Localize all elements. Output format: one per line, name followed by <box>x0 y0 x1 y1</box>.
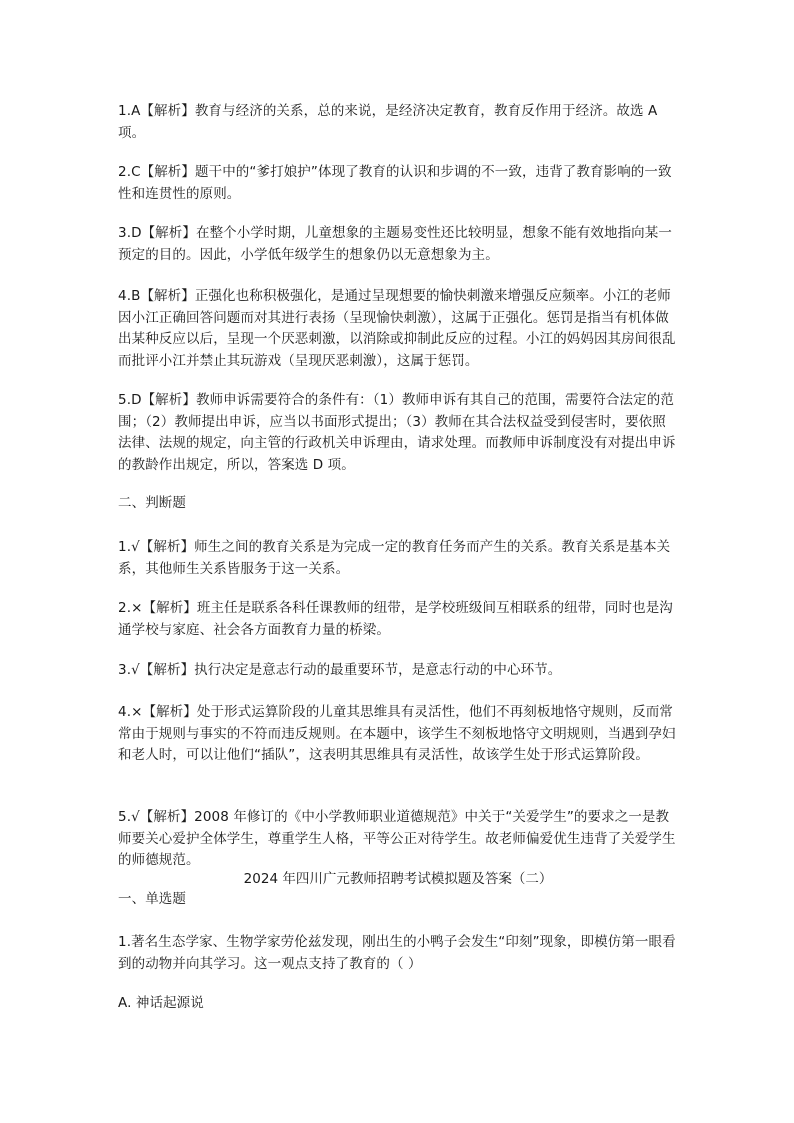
judgement-2: 2.×【解析】班主任是联系各科任课教师的纽带，是学校班级间互相联系的纽带，同时也是沟通学校与家庭、社会各方面教育力量的桥梁。 <box>118 600 673 638</box>
judgement-1: 1.√【解析】师生之间的教育关系是为完成一定的教育任务而产生的关系。教育关系是基本关系，其他师生关系皆服务于这一关系。 <box>118 539 671 577</box>
answer-1: 1.A【解析】教育与经济的关系，总的来说，是经济决定教育，教育反作用于经济。故选 A 项。 <box>118 103 658 141</box>
section-judgement: 二、判断题 <box>118 495 186 511</box>
question-1: 1.著名生态学家、生物学家劳伦兹发现，刚出生的小鸭子会发生“印刻”现象，即模仿第一眼看到的动物并向其学习。这一观点支持了教育的（ ） <box>118 934 676 972</box>
answer-3: 3.D【解析】在整个小学时期，儿童想象的主题易变性还比较明显，想象不能有效地指向某一预定的目的。因此，小学低年级学生的想象仍以无意想象为主。 <box>118 225 672 263</box>
answer-2: 2.C【解析】题干中的“爹打娘护”体现了教育的认识和步调的不一致，违背了教育影响的一致性和连贯性的原则。 <box>118 164 672 202</box>
answer-5: 5.D【解析】教师申诉需要符合的条件有：（1）教师申诉有其自己的范围，需要符合法定的范围；（2）教师提出申诉，应当以书面形式提出；（3）教师在其合法权益受到侵害时，要依照法律、法规的规定，向主管的行政机关申诉理由，请求处理。而教师申诉制度没有对提出申诉的教龄作出规定，所以，答案选 D 项。 <box>118 392 676 473</box>
exam-title: 2024 年四川广元教师招聘考试模拟题及答案（二） <box>243 871 553 887</box>
answer-4: 4.B【解析】正强化也称积极强化，是通过呈现想要的愉快刺激来增强反应频率。小江的老师因小江正确回答问题而对其进行表扬（呈现愉快刺激），这属于正强化。惩罚是指当有机体做出某种反应以后，呈现一个厌恶刺激，以消除或抑制此反应的过程。小江的妈妈因其房间很乱而批评小江并禁止其玩游戏（呈现厌恶刺激），这属于惩罚。 <box>118 288 676 369</box>
section-single-choice: 一、单选题 <box>118 891 186 907</box>
option-a: A. 神话起源说 <box>118 995 204 1011</box>
judgement-4: 4.×【解析】处于形式运算阶段的儿童其思维具有灵活性，他们不再刻板地恪守规则，反而常常由于规则与事实的不符而违反规则。在本题中，该学生不刻板地恪守文明规则，当遇到孕妇和老人时，可以让他们“插队”，这表明其思维具有灵活性，故该学生处于形式运算阶段。 <box>118 704 676 763</box>
judgement-5: 5.√【解析】2008 年修订的《中小学教师职业道德规范》中关于“关爱学生”的要求之一是教师要关心爱护全体学生，尊重学生人格，平等公正对待学生。故老师偏爱优生违背了关爱学生的师德规范。 <box>118 809 676 868</box>
judgement-3: 3.√【解析】执行决定是意志行动的最重要环节，是意志行动的中心环节。 <box>118 662 562 678</box>
